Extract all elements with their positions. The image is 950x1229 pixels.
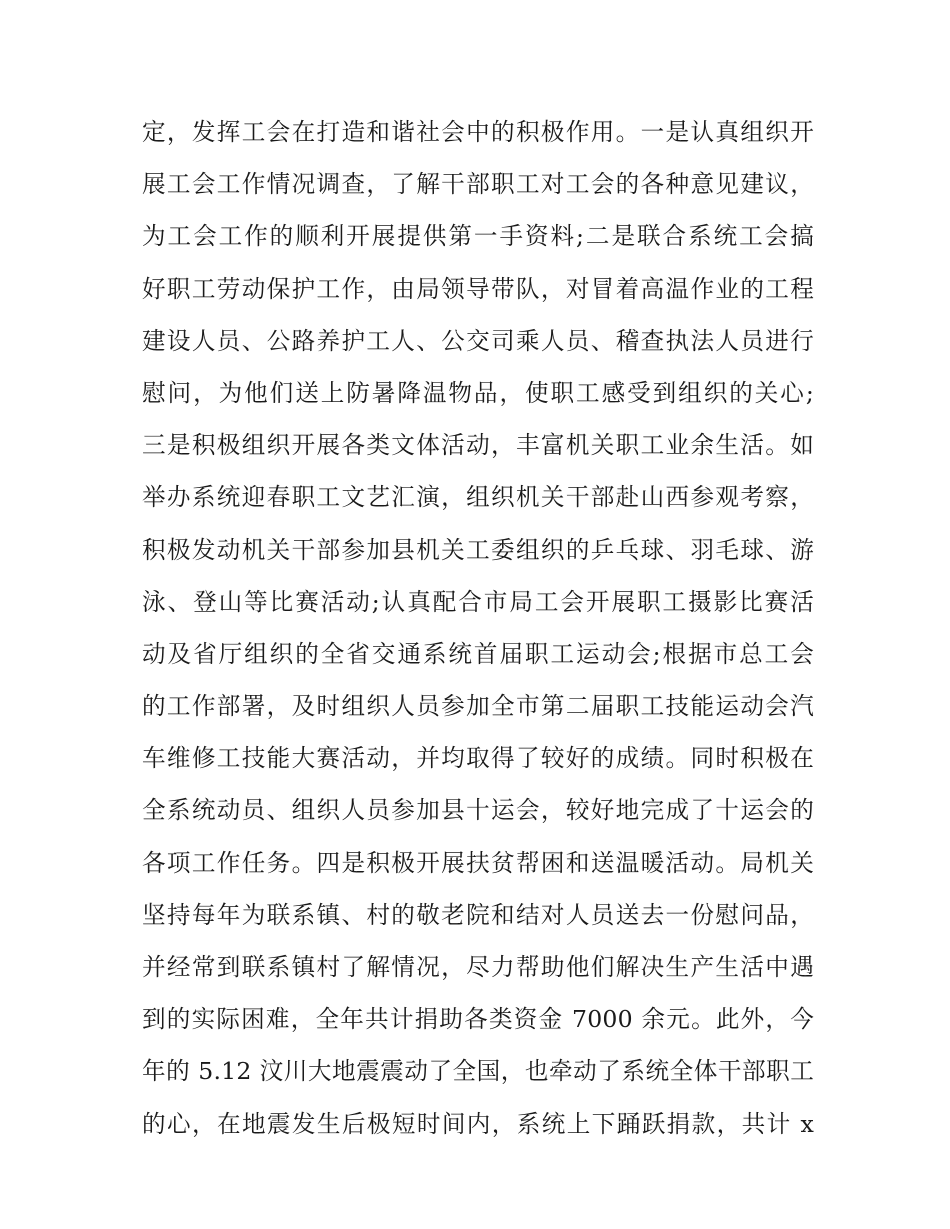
text-line: 动及省厅组织的全省交通系统首届职工运动会;根据市总工会 — [142, 639, 814, 668]
body-text — [142, 106, 814, 1150]
text-line: 举办系统迎春职工文艺汇演，组织机关干部赴山西参观考察， — [142, 483, 814, 512]
text-line: 车维修工技能大赛活动，并均取得了较好的成绩。同时积极在 — [142, 744, 814, 773]
text-line: 定，发挥工会在打造和谐社会中的积极作用。一是认真组织开 — [142, 118, 814, 146]
text-line: 建设人员、公路养护工人、公交司乘人员、稽查执法人员进行 — [142, 326, 814, 355]
text-line: 年的 5.12 汶川大地震震动了全国，也牵动了系统全体干部职工 — [142, 1057, 814, 1086]
text-line: 积极发动机关干部参加县机关工委组织的乒乓球、羽毛球、游 — [142, 535, 814, 564]
text-line: 三是积极组织开展各类文体活动，丰富机关职工业余生活。如 — [142, 431, 814, 460]
text-line: 慰问，为他们送上防暑降温物品，使职工感受到组织的关心; — [142, 378, 814, 407]
text-line: 的心，在地震发生后极短时间内，系统上下踊跃捐款，共计 x — [142, 1109, 814, 1138]
text-line: 好职工劳动保护工作，由局领导带队，对冒着高温作业的工程 — [142, 274, 814, 303]
text-line: 全系统动员、组织人员参加县十运会，较好地完成了十运会的 — [142, 796, 814, 825]
text-line: 展工会工作情况调查，了解干部职工对工会的各种意见建议， — [142, 170, 814, 199]
text-line: 各项工作任务。四是积极开展扶贫帮困和送温暖活动。局机关 — [142, 848, 814, 877]
text-line: 泳、登山等比赛活动;认真配合市局工会开展职工摄影比赛活 — [142, 587, 814, 616]
text-line: 坚持每年为联系镇、村的敬老院和结对人员送去一份慰问品， — [142, 900, 814, 929]
text-line: 为工会工作的顺利开展提供第一手资料;二是联合系统工会搞 — [142, 222, 814, 251]
text-line: 并经常到联系镇村了解情况，尽力帮助他们解决生产生活中遇 — [142, 953, 814, 981]
text-line: 的工作部署，及时组织人员参加全市第二届职工技能运动会汽 — [142, 692, 814, 721]
text-line: 到的实际困难，全年共计捐助各类资金 7000 余元。此外，今 — [142, 1005, 814, 1034]
